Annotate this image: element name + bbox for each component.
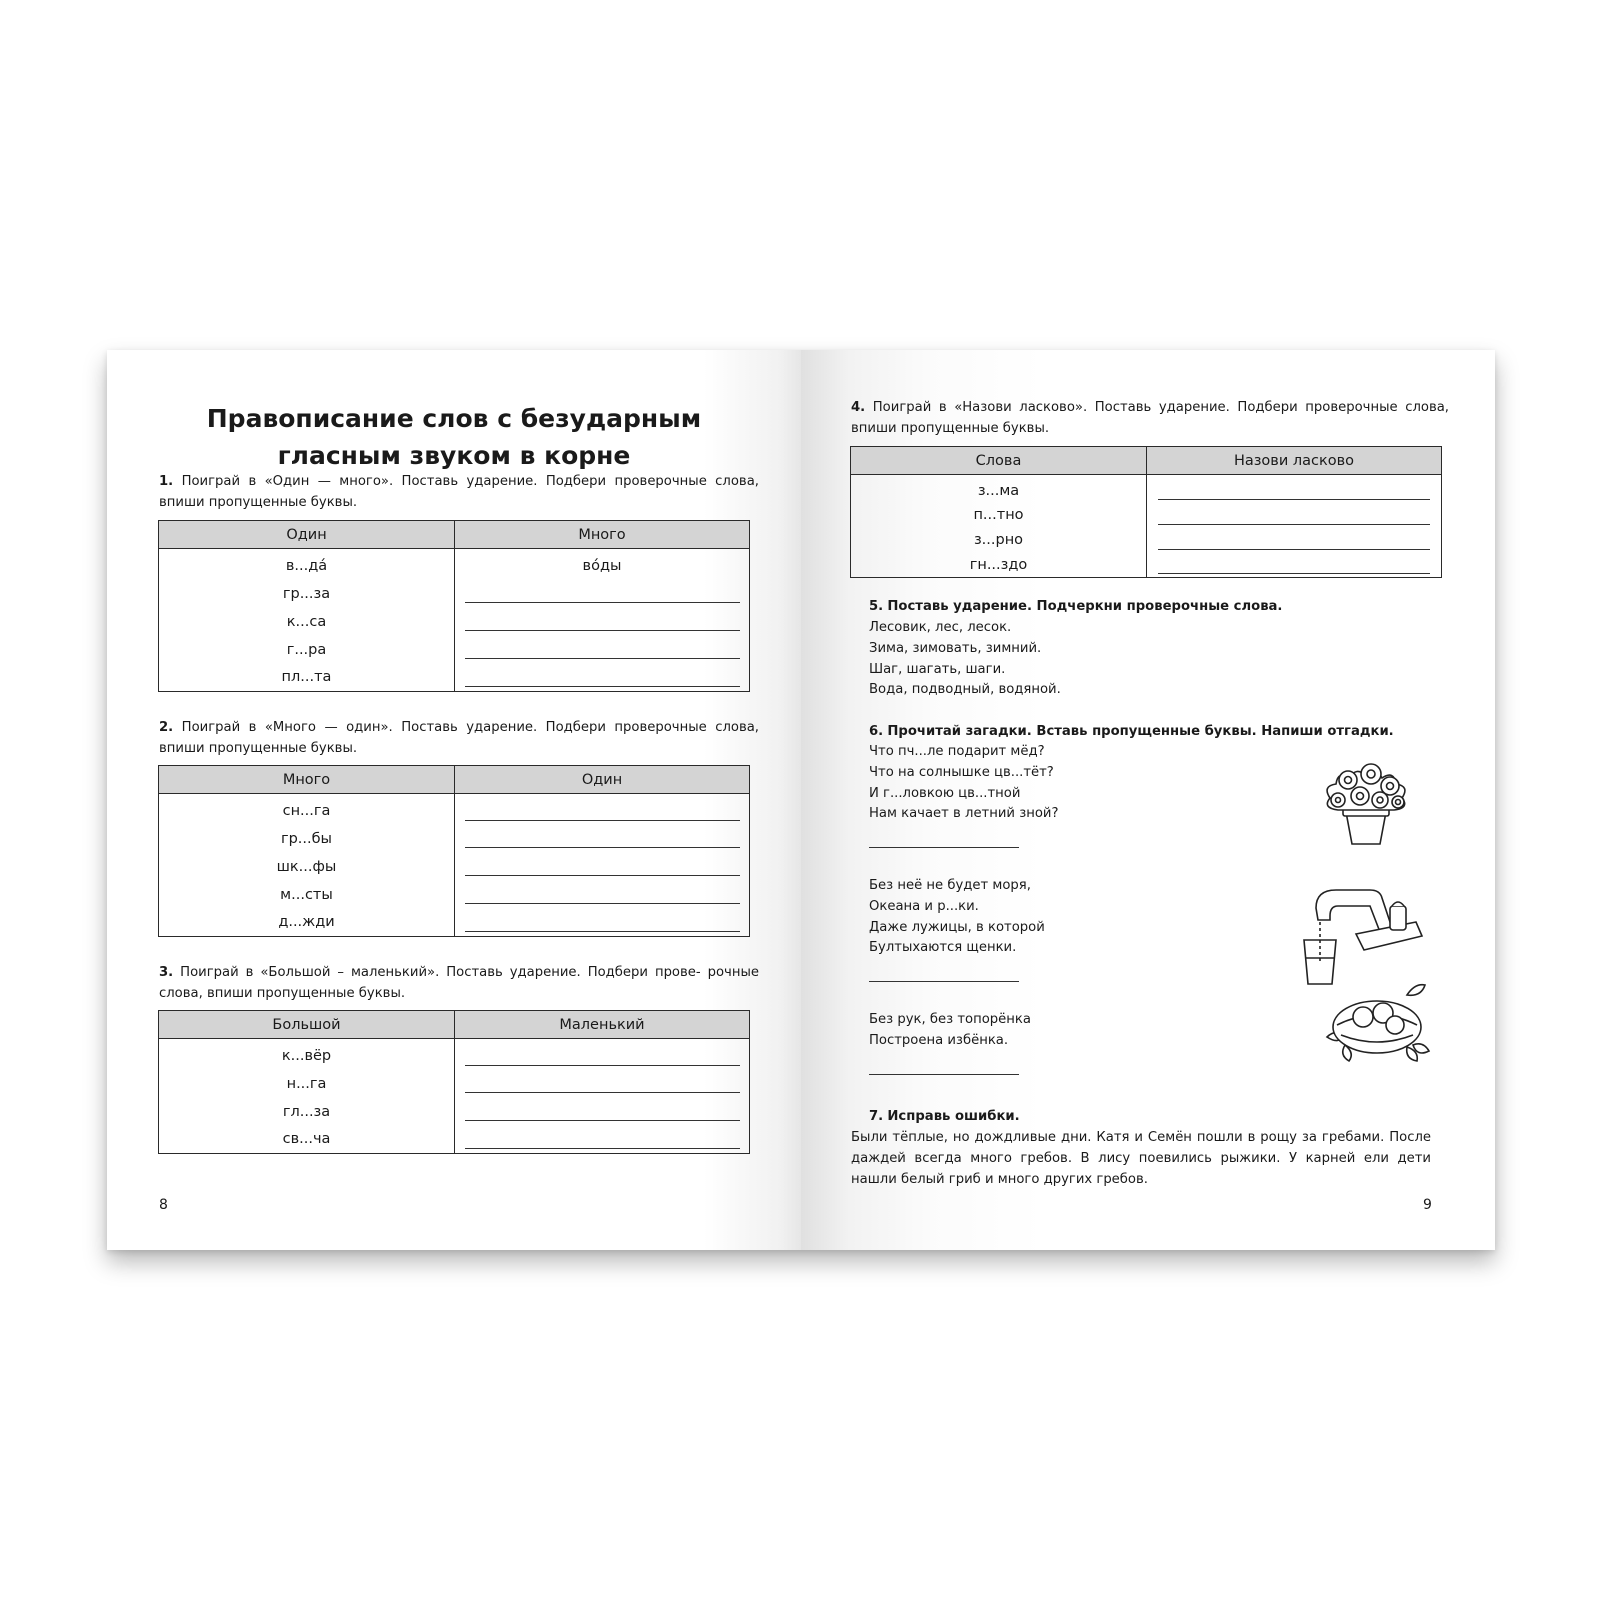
- riddle-line: И г...ловкою цв...тной: [869, 785, 1021, 801]
- answer-line[interactable]: [465, 802, 740, 821]
- example-answer: во́ды: [455, 549, 750, 580]
- word-cell: к...са: [159, 608, 455, 636]
- task-1-text: Поиграй в «Один — много». Поставь ударение. Подбери проверочные слова, впиши пропущенные буквы.: [159, 474, 759, 510]
- task-2-instruction: [159, 718, 759, 759]
- riddle-line: Даже лужицы, в которой: [869, 919, 1045, 935]
- task-7-number: 7.: [869, 1109, 884, 1124]
- task-3-table: [158, 1010, 750, 1154]
- word-cell: г...ра: [159, 636, 455, 664]
- riddle-2: [869, 876, 1045, 959]
- riddle-3: [869, 1010, 1031, 1052]
- riddle-1: [869, 742, 1058, 825]
- task-5-instruction: [869, 597, 1449, 618]
- word-cell: гл...за: [159, 1098, 455, 1126]
- word-cell: в...да́: [159, 549, 455, 580]
- task-6-number: 6.: [869, 724, 884, 739]
- riddle-line: Без рук, без топорёнка: [869, 1012, 1031, 1027]
- column-header-one: Один: [455, 766, 750, 794]
- workbook-spread: [107, 350, 1495, 1250]
- task-4-table: [850, 446, 1442, 578]
- task-5-number: 5.: [869, 599, 884, 614]
- answer-line[interactable]: [465, 640, 740, 659]
- answer-line[interactable]: [465, 1047, 740, 1066]
- word-cell: м...сты: [159, 881, 455, 909]
- word-cell: гн...здо: [851, 553, 1147, 578]
- answer-line[interactable]: [1158, 506, 1430, 525]
- answer-line[interactable]: [465, 829, 740, 848]
- answer-line[interactable]: [465, 1130, 740, 1149]
- riddle-3-answer-line[interactable]: [869, 1073, 1019, 1075]
- task-2-table: [158, 765, 750, 937]
- word-cell: д...жди: [159, 909, 455, 937]
- task-3-number: 3.: [159, 965, 174, 980]
- answer-line[interactable]: [1158, 481, 1430, 500]
- right-page: [801, 350, 1495, 1250]
- riddle-line: Нам качает в летний зной?: [869, 806, 1059, 822]
- riddle-line: Без неё не будет моря,: [869, 878, 1031, 893]
- page-number-left: 8: [159, 1197, 168, 1213]
- flower-pot-icon: [1316, 750, 1416, 850]
- left-page: [107, 350, 801, 1250]
- answer-line[interactable]: [1158, 531, 1430, 550]
- riddle-line: Построена избёнка.: [869, 1032, 1009, 1048]
- riddle-line: Бултыхаются щенки.: [869, 940, 1017, 956]
- riddle-2-answer-line[interactable]: [869, 980, 1019, 982]
- column-header-many: Много: [455, 521, 750, 549]
- task-1-number: 1.: [159, 474, 174, 489]
- riddle-1-answer-line[interactable]: [869, 846, 1019, 848]
- title-line-2: гласным звуком в корне: [277, 441, 631, 470]
- task-2-text: Поиграй в «Много — один». Поставь ударение. Подбери проверочные слова, впиши пропущенные буквы.: [159, 720, 759, 756]
- task-7-instruction: [869, 1107, 1449, 1128]
- column-header-one: Один: [159, 521, 455, 549]
- task-7-body: Были тёплые, но дождливые дни. Катя и Семён пошли в рощу за гребами. После даждей всегда много гребов. В лису поевились рыжики. У карней ели дети нашли белый гриб и много других гребов.: [851, 1130, 1431, 1187]
- title-line-1: Правописание слов с безударным: [206, 404, 702, 433]
- answer-line[interactable]: [465, 885, 740, 904]
- task-5-line: Шаг, шагать, шаги.: [869, 661, 1006, 677]
- word-cell: шк...фы: [159, 853, 455, 881]
- task-5-line: Вода, подводный, водяной.: [869, 682, 1061, 698]
- word-cell: н...га: [159, 1070, 455, 1098]
- column-header-diminutive: Назови ласково: [1147, 447, 1442, 475]
- task-6-instruction: [869, 722, 1449, 743]
- page-number-right: 9: [1423, 1197, 1432, 1213]
- word-cell: гр...за: [159, 580, 455, 608]
- word-cell: св...ча: [159, 1126, 455, 1154]
- word-cell: гр...бы: [159, 825, 455, 853]
- task-4-number: 4.: [851, 400, 866, 415]
- task-6-text: Прочитай загадки. Вставь пропущенные буквы. Напиши отгадки.: [887, 724, 1394, 739]
- bird-nest-icon: [1323, 975, 1433, 1065]
- answer-line[interactable]: [465, 913, 740, 932]
- task-3-text: Поиграй в «Большой – маленький». Поставь ударение. Подбери прове- рочные слова, впиши пропущенные буквы.: [159, 965, 759, 1001]
- task-1-table: [158, 520, 750, 692]
- column-header-many: Много: [159, 766, 455, 794]
- word-cell: п...тно: [851, 503, 1147, 528]
- task-4-text: Поиграй в «Назови ласково». Поставь ударение. Подбери проверочные слова, впиши пропущенные буквы.: [851, 400, 1449, 436]
- answer-line[interactable]: [465, 1102, 740, 1121]
- water-tap-icon: [1296, 880, 1426, 990]
- riddle-line: Что на солнышке цв...тёт?: [869, 764, 1054, 780]
- answer-line[interactable]: [465, 857, 740, 876]
- answer-line[interactable]: [465, 612, 740, 631]
- task-4-instruction: [851, 398, 1449, 439]
- column-header-words: Слова: [851, 447, 1147, 475]
- task-5-line: Зима, зимовать, зимний.: [869, 640, 1042, 656]
- task-5-line: Лесовик, лес, лесок.: [869, 620, 1012, 635]
- column-header-big: Большой: [159, 1011, 455, 1039]
- answer-line[interactable]: [465, 668, 740, 687]
- page-title: [107, 400, 801, 474]
- task-1-instruction: [159, 472, 759, 513]
- word-cell: з...ма: [851, 475, 1147, 503]
- task-3-instruction: [159, 963, 759, 1004]
- column-header-small: Маленький: [455, 1011, 750, 1039]
- word-cell: з...рно: [851, 528, 1147, 553]
- answer-line[interactable]: [465, 584, 740, 603]
- word-cell: к...вёр: [159, 1039, 455, 1070]
- answer-line[interactable]: [465, 1074, 740, 1093]
- task-2-number: 2.: [159, 720, 174, 735]
- word-cell: пл...та: [159, 664, 455, 692]
- task-7-text: Исправь ошибки.: [887, 1109, 1020, 1124]
- answer-line[interactable]: [1158, 555, 1430, 574]
- word-cell: сн...га: [159, 794, 455, 825]
- task-5-lines: [869, 618, 1061, 701]
- task-5-text: Поставь ударение. Подчеркни проверочные слова.: [887, 599, 1283, 614]
- riddle-line: Что пч...ле подарит мёд?: [869, 744, 1045, 759]
- riddle-line: Океана и р...ки.: [869, 898, 979, 914]
